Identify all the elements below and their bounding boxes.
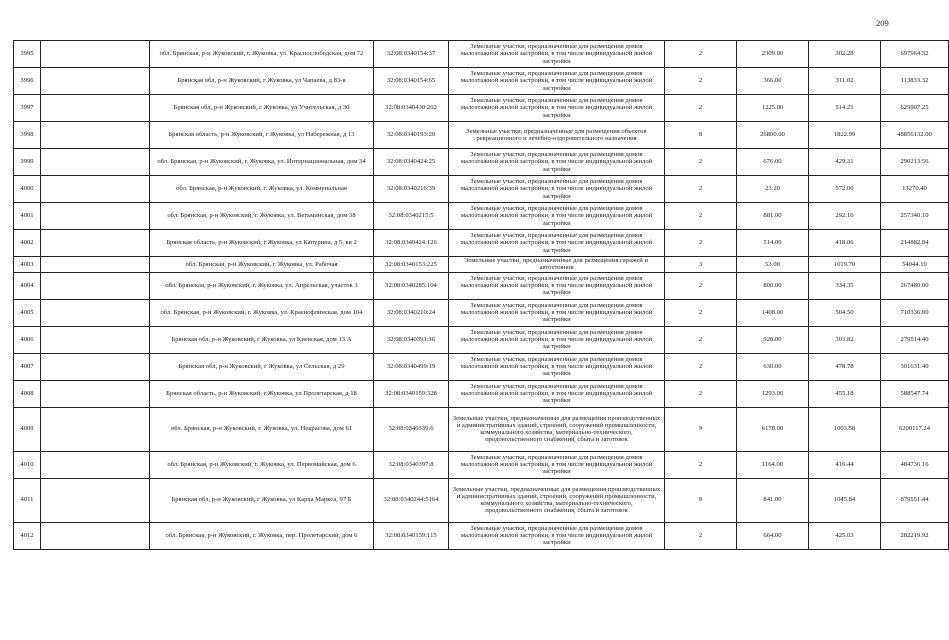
table-row	[14, 353, 949, 380]
empty-cell	[41, 41, 150, 68]
cadastral-value-cell: 214882.84	[881, 230, 949, 257]
address-cell: обл. Брянская, р-н Жуковский, г. Жуковка, ул. Краснофлинская, дом 104	[150, 299, 374, 326]
unit-value-cell: 292.10	[809, 203, 881, 230]
empty-cell	[41, 326, 150, 353]
table-row	[14, 478, 949, 522]
cadastral-value-cell: 279514.40	[881, 326, 949, 353]
empty-cell	[41, 68, 150, 95]
row-number: 4001	[14, 203, 41, 230]
row-number: 4009	[14, 407, 41, 451]
unit-value-cell: 416.44	[809, 451, 881, 478]
area-cell: 53.00	[737, 257, 809, 273]
unit-value-cell: 425.03	[809, 522, 881, 549]
area-cell: 881.00	[737, 203, 809, 230]
cadastral-number-cell: 32:08:0340244:5164	[374, 478, 449, 522]
row-number: 4000	[14, 176, 41, 203]
empty-cell	[41, 478, 150, 522]
unit-value-cell: 311.02	[809, 68, 881, 95]
cadastral-value-cell: 588547.74	[881, 380, 949, 407]
area-cell: 920.00	[737, 326, 809, 353]
group-code-cell: 2	[665, 272, 737, 299]
cadastral-value-cell: 484736.16	[881, 451, 949, 478]
land-use-cell: Земельные участки, предназначенные для размещения домов малоэтажной жилой застройки, в том числе индивидуальной жилой застройки	[449, 95, 665, 122]
land-use-cell: Земельные участки, предназначенные для размещения домов малоэтажной жилой застройки, в том числе индивидуальной жилой застройки	[449, 380, 665, 407]
land-use-cell: Земельные участки, предназначенные для размещения домов малоэтажной жилой застройки, в том числе индивидуальной жилой застройки	[449, 203, 665, 230]
cadastral-value-cell: 290213.56	[881, 149, 949, 176]
area-cell: 841.00	[737, 478, 809, 522]
area-cell: 664.00	[737, 522, 809, 549]
row-number: 4012	[14, 522, 41, 549]
unit-value-cell: 572.00	[809, 176, 881, 203]
empty-cell	[41, 95, 150, 122]
land-use-cell: Земельные участки, предназначенные для размещения домов малоэтажной жилой застройки, в том числе индивидуальной жилой застройки	[449, 326, 665, 353]
row-number: 4002	[14, 230, 41, 257]
land-use-cell: Земельные участки, предназначенные для размещения объектов рекреационного и лечебно-оздоровительного назначения	[449, 122, 665, 149]
row-number: 4008	[14, 380, 41, 407]
cadastral-number-cell: 32:08:0340154:37	[374, 41, 449, 68]
area-cell: 1225.00	[737, 95, 809, 122]
address-cell: обл. Брянская, р-н Жуковский, г. Жуковка, ул. Некрасова, дом 61	[150, 407, 374, 451]
land-use-cell: Земельные участки, предназначенные для размещения гаражей и автостоянок	[449, 257, 665, 273]
row-number: 3999	[14, 149, 41, 176]
group-code-cell: 2	[665, 299, 737, 326]
table-row	[14, 272, 949, 299]
land-use-cell: Земельные участки, предназначенные для размещения домов малоэтажной жилой застройки, в том числе индивидуальной жилой застройки	[449, 451, 665, 478]
cadastral-number-cell: 32:08:0340215:5	[374, 203, 449, 230]
unit-value-cell: 334.35	[809, 272, 881, 299]
empty-cell	[41, 257, 150, 273]
land-use-cell: Земельные участки, предназначенные для размещения домов малоэтажной жилой застройки, в том числе индивидуальной жилой застройки	[449, 230, 665, 257]
address-cell: обл. Брянская, р-н Жуковский, г. Жуковка, ул. Первомайская, дом 6	[150, 451, 374, 478]
unit-value-cell: 504.50	[809, 299, 881, 326]
land-use-cell: Земельные участки, предназначенные для размещения домов малоэтажной жилой застройки, в том числе индивидуальной жилой застройки	[449, 353, 665, 380]
table-row	[14, 122, 949, 149]
group-code-cell: 2	[665, 353, 737, 380]
empty-cell	[41, 122, 150, 149]
cadastral-number-cell: 32:08:0340391:16	[374, 326, 449, 353]
table-row	[14, 522, 949, 549]
address-cell: обл. Брянская, р-н Жуковский, г. Жуковка, пер. Пролетарский, дом 6	[150, 522, 374, 549]
row-number: 3997	[14, 95, 41, 122]
cadastral-value-cell: 257340.10	[881, 203, 949, 230]
row-number: 3996	[14, 68, 41, 95]
address-cell: Брянская обл, р-н Жуковский, г Жуковка, ул Киевская, дом 13 А	[150, 326, 374, 353]
group-code-cell: 2	[665, 149, 737, 176]
area-cell: 2309.00	[737, 41, 809, 68]
table-row	[14, 257, 949, 273]
cadastral-number-cell: 32:08:0340210:24	[374, 299, 449, 326]
empty-cell	[41, 299, 150, 326]
unit-value-cell: 1019.70	[809, 257, 881, 273]
address-cell: обл. Брянская, р-н Жуковский, г. Жуковка, ул. Рабочая	[150, 257, 374, 273]
unit-value-cell: 514.21	[809, 95, 881, 122]
group-code-cell: 3	[665, 257, 737, 273]
group-code-cell: 2	[665, 230, 737, 257]
table-row	[14, 407, 949, 451]
cadastral-number-cell: 32:08:0340154:65	[374, 68, 449, 95]
land-use-cell: Земельные участки, предназначенные для размещения домов малоэтажной жилой застройки, в том числе индивидуальной жилой застройки	[449, 41, 665, 68]
unit-value-cell: 418.06	[809, 230, 881, 257]
row-number: 4011	[14, 478, 41, 522]
area-cell: 1164.00	[737, 451, 809, 478]
unit-value-cell: 1822.99	[809, 122, 881, 149]
cadastral-number-cell: 32:08:0340499:19	[374, 353, 449, 380]
cadastral-value-cell: 113833.32	[881, 68, 949, 95]
cadastral-value-cell: 13270.40	[881, 176, 949, 203]
cadastral-number-cell: 32:08:0340285:104	[374, 272, 449, 299]
table-row	[14, 230, 949, 257]
land-use-cell: Земельные участки, предназначенные для размещения домов малоэтажной жилой застройки, в том числе индивидуальной жилой застройки	[449, 68, 665, 95]
unit-value-cell: 303.82	[809, 326, 881, 353]
cadastral-value-cell: 282219.92	[881, 522, 949, 549]
cadastral-number-cell: 32:08:0340193:20	[374, 122, 449, 149]
table-row	[14, 451, 949, 478]
group-code-cell: 2	[665, 41, 737, 68]
row-number: 3998	[14, 122, 41, 149]
address-cell: Брянская обл, р-н Жуковский, г Жуковка, ул Чапаева, д 83-в	[150, 68, 374, 95]
cadastral-number-cell: 32:08:0340153:225	[374, 257, 449, 273]
table-row	[14, 326, 949, 353]
group-code-cell: 2	[665, 203, 737, 230]
cadastral-number-cell: 32:08:0340424:25	[374, 149, 449, 176]
area-cell: 676.00	[737, 149, 809, 176]
area-cell: 6178.00	[737, 407, 809, 451]
area-cell: 23.20	[737, 176, 809, 203]
address-cell: Брянская область, р-н Жуковский, г Жуковка, ул Набережная, д 13	[150, 122, 374, 149]
group-code-cell: 2	[665, 95, 737, 122]
table-body	[14, 41, 949, 550]
land-use-cell: Земельные участки, предназначенные для размещения домов малоэтажной жилой застройки, в том числе индивидуальной жилой застройки	[449, 299, 665, 326]
cadastral-number-cell: 32:08:0340397:8	[374, 451, 449, 478]
land-use-cell: Земельные участки, предназначенные для размещения домов малоэтажной жилой застройки, в том числе индивидуальной жилой застройки	[449, 176, 665, 203]
unit-value-cell: 478.78	[809, 353, 881, 380]
table-row	[14, 176, 949, 203]
table-row	[14, 149, 949, 176]
empty-cell	[41, 451, 150, 478]
land-use-cell: Земельные участки, предназначенные для размещения производственных и административных зданий, строений, сооружений промышленности, коммунального хозяйства, материально-технического, продовольственного снабжения, сбыта и заготовок	[449, 407, 665, 451]
row-number: 4006	[14, 326, 41, 353]
address-cell: обл. Брянская, р-н Жуковский, г. Жуковка, ул. Краснослободская, дом 72	[150, 41, 374, 68]
cadastral-value-cell: 301631.40	[881, 353, 949, 380]
empty-cell	[41, 353, 150, 380]
group-code-cell: 2	[665, 522, 737, 549]
cadastral-value-cell: 697964.52	[881, 41, 949, 68]
unit-value-cell: 302.28	[809, 41, 881, 68]
group-code-cell: 9	[665, 478, 737, 522]
group-code-cell: 9	[665, 407, 737, 451]
empty-cell	[41, 380, 150, 407]
cadastral-number-cell: 32:08:0340216:39	[374, 176, 449, 203]
table-row	[14, 203, 949, 230]
unit-value-cell: 429.31	[809, 149, 881, 176]
land-use-cell: Земельные участки, предназначенные для размещения домов малоэтажной жилой застройки, в том числе индивидуальной жилой застройки	[449, 272, 665, 299]
unit-value-cell: 1003.58	[809, 407, 881, 451]
row-number: 4004	[14, 272, 41, 299]
cadastral-value-cell: 6200117.24	[881, 407, 949, 451]
row-number: 4003	[14, 257, 41, 273]
area-cell: 366.00	[737, 68, 809, 95]
empty-cell	[41, 203, 150, 230]
table-row	[14, 380, 949, 407]
row-number: 4010	[14, 451, 41, 478]
address-cell: Брянская обл, р-н Жуковский, г Жуковка, ул Учительская, д 30	[150, 95, 374, 122]
area-cell: 1408.00	[737, 299, 809, 326]
area-cell: 800.00	[737, 272, 809, 299]
group-code-cell: 2	[665, 380, 737, 407]
table-row	[14, 41, 949, 68]
empty-cell	[41, 407, 150, 451]
cadastral-value-cell: 629907.25	[881, 95, 949, 122]
area-cell: 514.00	[737, 230, 809, 257]
area-cell: 1293.00	[737, 380, 809, 407]
land-registry-table	[13, 40, 949, 550]
address-cell: Брянская область, р-н Жуковский, г Жуковка, ул Капурина, д 5, кв 2	[150, 230, 374, 257]
group-code-cell: 2	[665, 451, 737, 478]
group-code-cell: 2	[665, 326, 737, 353]
unit-value-cell: 455.18	[809, 380, 881, 407]
cadastral-value-cell: 879551.44	[881, 478, 949, 522]
table-row	[14, 95, 949, 122]
land-use-cell: Земельные участки, предназначенные для размещения домов малоэтажной жилой застройки, в том числе индивидуальной жилой застройки	[449, 149, 665, 176]
address-cell: обл. Брянская, р-н Жуковский, г. Жуковка, ул. Коммунальная	[150, 176, 374, 203]
empty-cell	[41, 230, 150, 257]
table-row	[14, 68, 949, 95]
empty-cell	[41, 522, 150, 549]
page-number: 209	[876, 18, 889, 28]
address-cell: Брянская обл, р-н Жуковский, г Жуковка, ул Сельская, д 29	[150, 353, 374, 380]
cadastral-number-cell: 32:08:0340159:115	[374, 522, 449, 549]
address-cell: обл. Брянская, р-н Жуковский, г. Жуковка, ул. Ветьминская, дом 38	[150, 203, 374, 230]
empty-cell	[41, 149, 150, 176]
cadastral-number-cell: 32:08:0340424:126	[374, 230, 449, 257]
cadastral-number-cell: 32:08:0340430:202	[374, 95, 449, 122]
cadastral-value-cell: 710336.00	[881, 299, 949, 326]
row-number: 4005	[14, 299, 41, 326]
cadastral-number-cell: 32:08:0340339:6	[374, 407, 449, 451]
address-cell: Брянская обл, р-н Жуковский, г Жуковка, ул Карла Маркса, 97 Б	[150, 478, 374, 522]
empty-cell	[41, 272, 150, 299]
group-code-cell: 8	[665, 122, 737, 149]
address-cell: Брянская область, р-н Жуковский, г Жуковка, ул Пролетарская, д 18	[150, 380, 374, 407]
address-cell: обл. Брянская, р-н Жуковский, г. Жуковка, ул. Апрельская, участок 3	[150, 272, 374, 299]
empty-cell	[41, 176, 150, 203]
address-cell: обл. Брянская, р-н Жуковский, г. Жуковка, ул. Интернациональная, дом 34	[150, 149, 374, 176]
land-use-cell: Земельные участки, предназначенные для размещения производственных и административных зданий, строений, сооружений промышленности, коммунального хозяйства, материально-технического, продовольственного снабжения, сбыта и заготовок	[449, 478, 665, 522]
cadastral-value-cell: 267480.00	[881, 272, 949, 299]
group-code-cell: 2	[665, 176, 737, 203]
unit-value-cell: 1045.84	[809, 478, 881, 522]
cadastral-number-cell: 32:08:0340159:328	[374, 380, 449, 407]
cadastral-value-cell: 54044.10	[881, 257, 949, 273]
table-row	[14, 299, 949, 326]
row-number: 3995	[14, 41, 41, 68]
cadastral-value-cell: 48856132.00	[881, 122, 949, 149]
area-cell: 630.00	[737, 353, 809, 380]
area-cell: 26800.00	[737, 122, 809, 149]
row-number: 4007	[14, 353, 41, 380]
group-code-cell: 2	[665, 68, 737, 95]
land-use-cell: Земельные участки, предназначенные для размещения домов малоэтажной жилой застройки, в том числе индивидуальной жилой застройки	[449, 522, 665, 549]
